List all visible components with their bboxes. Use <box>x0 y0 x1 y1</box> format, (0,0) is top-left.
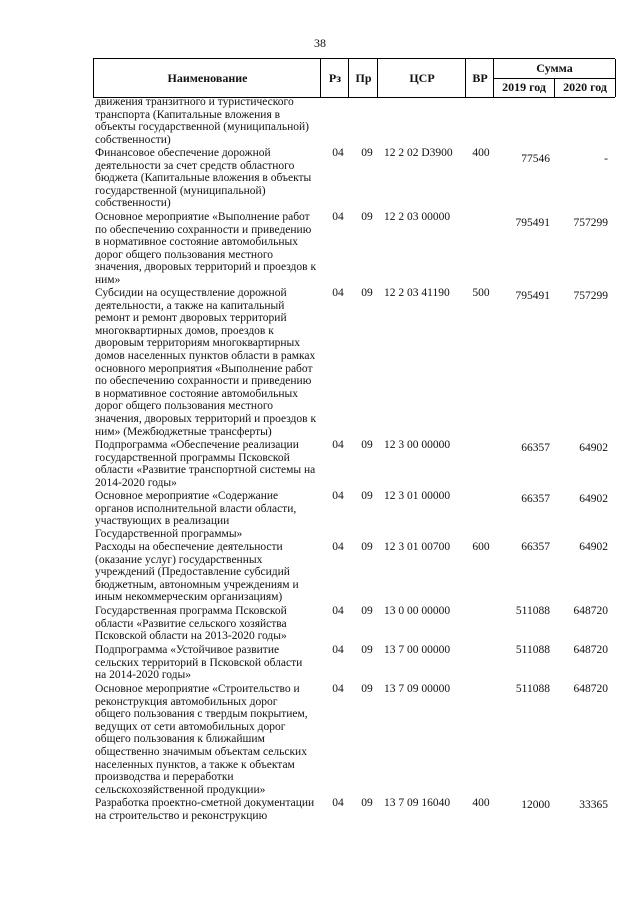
row-rz: 04 <box>332 644 344 656</box>
header-year-2019: 2019 год <box>494 78 555 97</box>
row-csr: 13 7 00 00000 <box>384 644 451 656</box>
table-row <box>0 797 640 827</box>
row-vr: 400 <box>472 797 490 809</box>
row-csr: 13 0 00 00000 <box>384 605 451 617</box>
row-pr: 09 <box>361 147 373 159</box>
row-csr: 12 3 01 00700 <box>384 541 451 553</box>
row-vr: 600 <box>472 541 490 553</box>
row-name: движения транзитного и туристического транспорта (Капитальные вложения в объекты государственной (муниципальной) собственности) <box>95 96 309 146</box>
row-name: Подпрограмма «Обеспечение реализации государственной программы Псковской области «Развитие транспортной системы на 2014-2020 годы» <box>95 439 316 489</box>
row-name: Субсидии на осуществление дорожной деятельности, а также на капитальный ремонт и ремонт дворовых территорий многоквартирных домов, проездов к дворовым территориям многоквартирных домов населенных пунктов области в рамках основного мероприятия «Выполнение работ по обеспечению сохранности и приведению в нормативное состояние автомобильных дорог общего пользования местного значения, дворовых территорий и проездов к ним» (Межбюджетные трансферты) <box>95 287 317 438</box>
table-row <box>0 439 640 490</box>
row-rz: 04 <box>332 147 344 159</box>
row-vr: 400 <box>472 147 490 159</box>
row-rz: 04 <box>332 683 344 695</box>
row-sum-2019: 66357 <box>521 541 550 553</box>
row-sum-2019: 12000 <box>521 799 550 811</box>
header-rz: Рз <box>320 59 349 97</box>
row-sum-2020: 64902 <box>579 493 608 505</box>
row-csr: 12 2 02 D3900 <box>384 147 453 159</box>
table-row <box>0 287 640 439</box>
row-csr: 12 2 03 00000 <box>384 211 451 223</box>
page-number: 38 <box>314 36 326 50</box>
row-sum-2019: 511088 <box>515 683 550 695</box>
header-name: Наименование <box>93 59 321 97</box>
header-csr: ЦСР <box>377 59 466 97</box>
row-name: Финансовое обеспечение дорожной деятельности за счет средств областного бюджета (Капитальные вложения в объекты государственной (муниципальной) собственности) <box>95 147 312 210</box>
row-rz: 04 <box>332 211 344 223</box>
row-rz: 04 <box>332 287 344 299</box>
row-sum-2020: 64902 <box>579 442 608 454</box>
row-pr: 09 <box>361 541 373 553</box>
row-name: Основное мероприятие «Строительство и реконструкция автомобильных дорог общего пользования с твердым покрытием, ведущих от сети автомобильных дорог общего пользования к ближайшим общественно значимым объектам сельских населенных пунктов, а также к объектам производства и переработки сельскохозяйственной продукции» <box>95 683 308 796</box>
row-rz: 04 <box>332 541 344 553</box>
row-pr: 09 <box>361 605 373 617</box>
row-sum-2019: 795491 <box>515 290 550 302</box>
header-pr: Пр <box>348 59 378 97</box>
row-csr: 12 3 01 00000 <box>384 490 451 502</box>
row-rz: 04 <box>332 490 344 502</box>
row-sum-2020: 33365 <box>579 799 608 811</box>
row-csr: 13 7 09 16040 <box>384 797 451 809</box>
table-header <box>93 58 615 98</box>
row-sum-2020: 648720 <box>573 644 608 656</box>
row-name: Разработка проектно-сметной документации на строительство и реконструкцию <box>95 797 315 822</box>
row-rz: 04 <box>332 797 344 809</box>
header-vr: ВР <box>465 59 494 97</box>
row-vr: 500 <box>472 287 490 299</box>
row-pr: 09 <box>361 644 373 656</box>
table-row <box>0 96 640 147</box>
row-pr: 09 <box>361 439 373 451</box>
header-year-2020: 2020 год <box>563 80 607 94</box>
header-summa: Сумма <box>494 59 615 79</box>
row-sum-2019: 66357 <box>521 493 550 505</box>
row-csr: 13 7 09 00000 <box>384 683 451 695</box>
row-pr: 09 <box>361 683 373 695</box>
row-csr: 12 3 00 00000 <box>384 439 451 451</box>
row-name: Основное мероприятие «Выполнение работ по обеспечению сохранности и приведению в нормативное состояние автомобильных дорог общего пользования местного значения, дворовых территорий и проездов к ним» <box>95 211 317 286</box>
row-sum-2020: 64902 <box>579 541 608 553</box>
table-row <box>0 490 640 541</box>
table-row <box>0 644 640 683</box>
table-row <box>0 683 640 797</box>
row-rz: 04 <box>332 439 344 451</box>
table-body <box>0 96 640 827</box>
table-row <box>0 605 640 644</box>
row-pr: 09 <box>361 287 373 299</box>
row-sum-2020: 757299 <box>573 290 608 302</box>
row-sum-2020: 648720 <box>573 683 608 695</box>
row-sum-2020: 757299 <box>573 217 608 229</box>
row-sum-2019: 511088 <box>515 605 550 617</box>
row-sum-2020: - <box>604 153 608 165</box>
row-pr: 09 <box>361 797 373 809</box>
row-sum-2019: 66357 <box>521 442 550 454</box>
row-rz: 04 <box>332 605 344 617</box>
row-name: Подпрограмма «Устойчивое развитие сельских территорий в Псковской области на 2014-2020 годы» <box>95 644 303 682</box>
row-sum-2019: 77546 <box>521 153 550 165</box>
row-name: Государственная программа Псковской области «Развитие сельского хозяйства Псковской области на 2013-2020 годы» <box>95 605 287 643</box>
row-sum-2020: 648720 <box>573 605 608 617</box>
row-name: Основное мероприятие «Содержание органов исполнительной власти области, участвующих в реализации Государственной программы» <box>95 490 297 540</box>
row-pr: 09 <box>361 490 373 502</box>
row-sum-2019: 795491 <box>515 217 550 229</box>
table-row <box>0 541 640 605</box>
table-row <box>0 211 640 287</box>
table-row <box>0 147 640 211</box>
row-csr: 12 2 03 41190 <box>384 287 450 299</box>
row-sum-2019: 511088 <box>515 644 550 656</box>
row-pr: 09 <box>361 211 373 223</box>
header-summa-group <box>493 59 616 97</box>
row-name: Расходы на обеспечение деятельности (оказание услуг) государственных учреждений (Предоставление субсидий бюджетным, автономным учреждениям и иным некоммерческим организациям) <box>95 541 299 604</box>
